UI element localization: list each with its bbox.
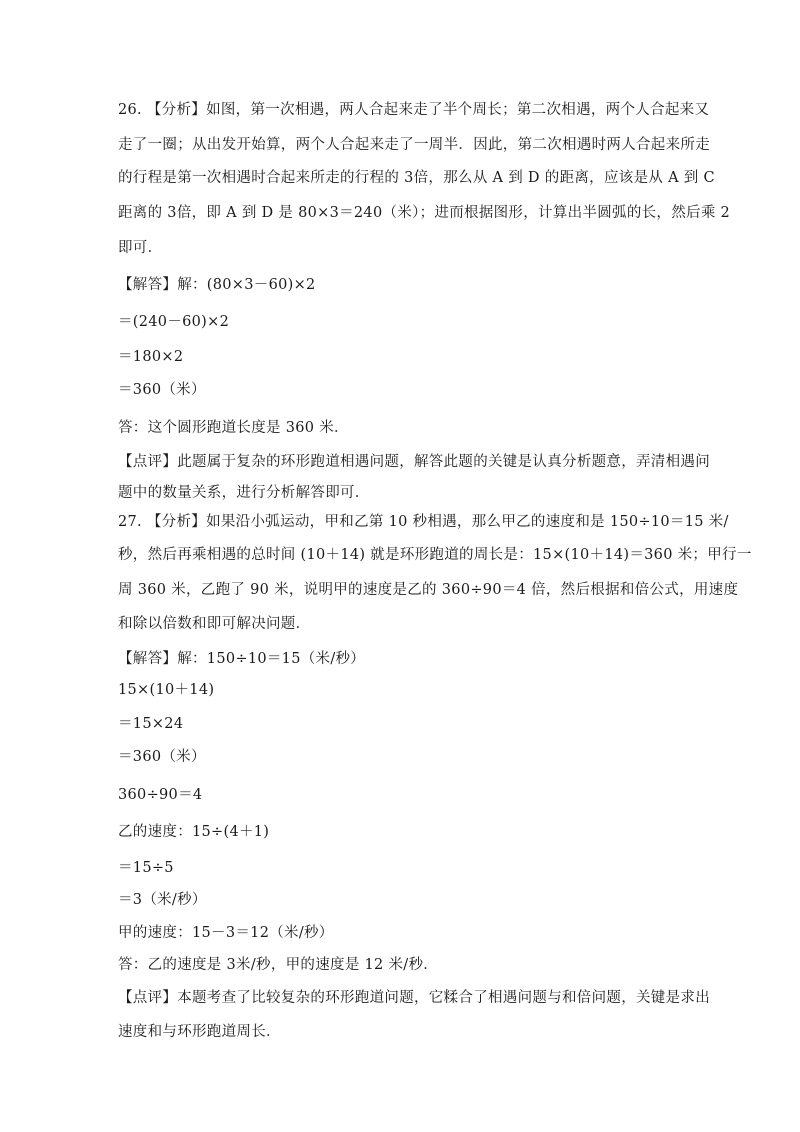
q27-solution-line: 乙的速度：15÷(4＋1) (118, 824, 270, 840)
q26-analysis-line: 26. 【分析】如图，第一次相遇，两人合起来走了半个周长；第二次相遇，两个人合起来又 (118, 102, 710, 118)
q27-solution-line: ＝3（米/秒） (118, 892, 207, 908)
q27-solution-line: ＝15×24 (118, 716, 184, 732)
q27-solution-line: 甲的速度：15－3＝12（米/秒） (118, 925, 334, 941)
q26-solution-line: ＝180×2 (118, 349, 184, 365)
q26-answer-line: 答：这个圆形跑道长度是 360 米． (118, 420, 349, 436)
q26-solution-line: ＝360（米） (118, 382, 206, 398)
q27-solution-line: ＝360（米） (118, 749, 206, 765)
q26-analysis-line: 走了一圈；从出发开始算，两个人合起来走了一周半．因此，第二次相遇时两人合起来所走 (118, 137, 710, 153)
q26-analysis-line: 距离的 3倍，即 A 到 D 是 80×3＝240（米）；进而根据图形，计算出半圆弧的长，然后乘 2 (118, 205, 731, 221)
q26-analysis-line: 即可． (118, 240, 163, 256)
q27-answer-line: 答：乙的速度是 3米/秒，甲的速度是 12 米/秒． (118, 957, 439, 973)
q27-analysis-line: 和除以倍数和即可解决问题． (118, 616, 311, 632)
q27-comment-line: 【点评】本题考查了比较复杂的环形跑道问题，它糅合了相遇问题与和倍问题，关键是求出 (118, 990, 710, 1006)
q27-solution-line: ＝15÷5 (118, 860, 174, 876)
q26-comment-line: 【点评】此题属于复杂的环形跑道相遇问题，解答此题的关键是认真分析题意，弄清相遇问 (118, 454, 710, 470)
q26-analysis-line: 的行程是第一次相遇时合起来所走的行程的 3倍，那么从 A 到 D 的距离，应该是从 A 到 C (118, 170, 715, 186)
q27-comment-line: 速度和与环形跑道周长． (118, 1024, 281, 1040)
q26-solution-line: 【解答】解：(80×3－60)×2 (118, 277, 316, 293)
q27-analysis-line: 27. 【分析】如果沿小弧运动，甲和乙第 10 秒相遇，那么甲乙的速度和是 150÷10＝15 米/ (118, 514, 729, 530)
q27-solution-line: 15×(10＋14) (118, 682, 215, 698)
q27-analysis-line: 周 360 米，乙跑了 90 米，说明甲的速度是乙的 360÷90＝4 倍，然后根据和倍公式，用速度 (118, 582, 739, 598)
q27-solution-line: 【解答】解：150÷10＝15（米/秒） (118, 651, 366, 667)
q27-solution-line: 360÷90＝4 (118, 787, 203, 803)
q27-analysis-line: 秒，然后再乘相遇的总时间 (10＋14) 就是环形跑道的周长是：15×(10＋14)＝360 米；甲行一 (118, 547, 752, 563)
q26-comment-line: 题中的数量关系，进行分析解答即可． (118, 485, 370, 501)
q26-solution-line: ＝(240－60)×2 (118, 314, 230, 330)
